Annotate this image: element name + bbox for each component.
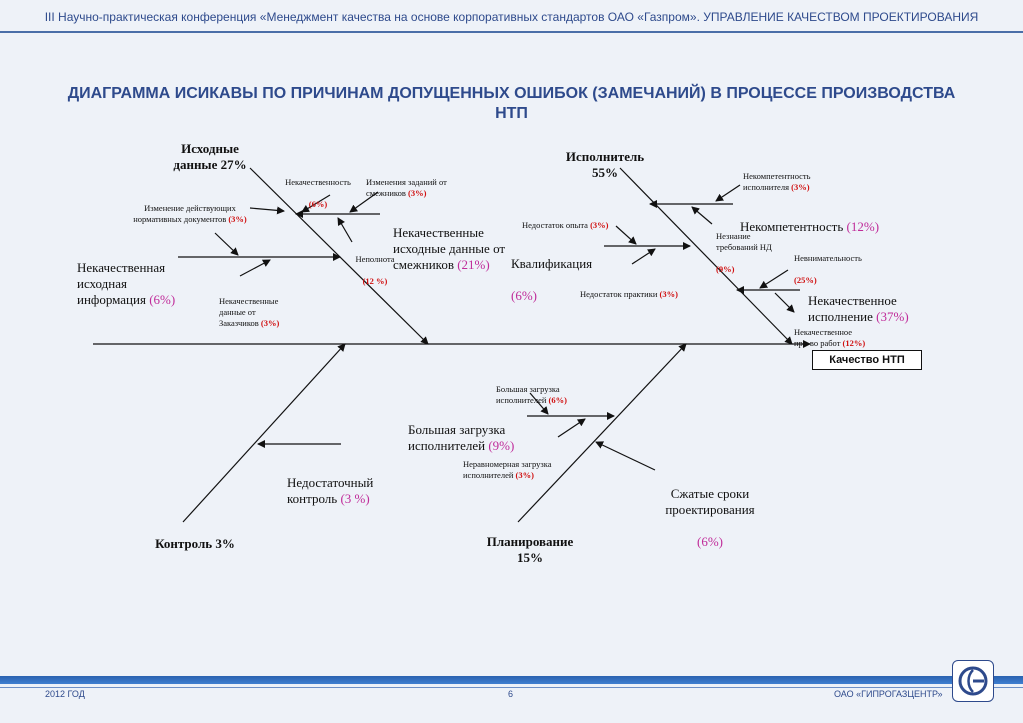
cause-percent: (12%) (842, 338, 866, 348)
cause-percent: (3%) (515, 470, 534, 480)
cause-label: Неравномерная загрузка исполнителей (463, 459, 552, 480)
cause-workload (408, 406, 514, 454)
cause-label: Сжатые сроки проектирования (665, 486, 755, 517)
cause-label: Недостаточный контроль (287, 475, 374, 506)
cause-percent: (3%) (791, 182, 810, 192)
cause-percent: (6%) (308, 199, 328, 209)
cause-poor-quality (278, 166, 358, 210)
cause-percent: (37%) (876, 309, 909, 324)
cause-percent: (25%) (794, 275, 817, 285)
cause-lack-practice (580, 278, 678, 300)
cause-label: Недостаток практики (580, 289, 658, 299)
arrow-incomplete (338, 218, 352, 242)
cause-label: Некомпетентность (740, 219, 844, 234)
company-logo (952, 660, 994, 702)
cause-label: Неполнота (355, 254, 395, 264)
cause-label: Некомпетентность исполнителя (743, 171, 811, 192)
footer-year: 2012 ГОД (45, 689, 85, 699)
cause-percent: (12%) (846, 219, 880, 234)
category-planning: Планирование 15% (486, 534, 574, 565)
cause-label: Незнание требований НД (716, 231, 772, 252)
category-input: Исходные данные 27% (173, 141, 247, 172)
cause-label: Большая загрузка исполнителей (496, 384, 560, 405)
cause-percent: (9%) (716, 264, 735, 274)
arrow-lack-experience (616, 226, 636, 244)
cause-label: Некачественная исходная информация (77, 260, 166, 307)
cause-label: Большая загрузка исполнителей (408, 422, 506, 453)
cause-label: Изменения заданий от смежников (366, 177, 447, 198)
footer-organization: ОАО «ГИПРОГАЗЦЕНТР» (834, 689, 943, 699)
arrow-poor-work (775, 293, 794, 312)
cause-workload-small (496, 373, 567, 406)
logo-icon (953, 661, 993, 701)
arrow-incompetence-small (716, 185, 740, 201)
cause-poor-info (77, 244, 175, 308)
conference-header: III Научно-практическая конференция «Менеджмент качества на основе корпоративных стандартов ОАО «Газпром». УПРАВЛЕНИЕ КАЧЕСТВОМ ПРОЕКТИРОВАНИЯ (44, 10, 979, 24)
cause-task-changes (366, 166, 447, 199)
diagram-title: ДИАГРАММА ИСИКАВЫ ПО ПРИЧИНАМ ДОПУЩЕННЫХ ОШИБОК (ЗАМЕЧАНИЙ) В ПРОЦЕССЕ ПРОИЗВОДСТВА НТП (67, 85, 956, 122)
cause-label: Некачественные данные от Заказчиков (219, 296, 279, 328)
arrow-poor-info-sub (215, 233, 238, 255)
result-quality-box: Качество НТП (812, 350, 922, 370)
cause-percent: (3%) (407, 188, 427, 198)
cause-percent: (3%) (228, 214, 247, 224)
cause-regs-change (120, 192, 260, 225)
cause-percent: (3 %) (340, 491, 370, 506)
cause-percent: (6%) (548, 395, 567, 405)
cause-label: Квалификация (511, 256, 593, 271)
cause-label: Недостаток опыта (522, 220, 588, 230)
arrow-customer-data (240, 260, 270, 276)
cause-label: Некачественное исполнение (808, 293, 897, 324)
footer-divider (0, 687, 1023, 688)
cause-label: Некачественное про-во работ (794, 327, 853, 348)
arrow-ignorance-nd (692, 207, 712, 224)
cause-percent: (9%) (488, 438, 515, 453)
category-executor: Исполнитель 55% (565, 149, 645, 180)
cause-tight-deadlines (655, 470, 765, 550)
cause-label: Некачественные исходные данные от смежников (393, 225, 506, 272)
cause-customer-data (219, 285, 279, 329)
cause-percent: (12 %) (362, 276, 388, 286)
cause-uneven (463, 448, 551, 481)
cause-related-data (393, 209, 518, 273)
cause-percent: (21%) (457, 257, 490, 272)
cause-percent: (3%) (590, 220, 609, 230)
category-control: Контроль 3% (155, 536, 235, 551)
footer-band (0, 676, 1023, 684)
cause-label: Изменение действующих нормативных документов (133, 203, 236, 224)
arrow-lack-practice (632, 249, 655, 264)
cause-ignorance-nd (716, 220, 772, 275)
cause-label: Некачественность (285, 177, 351, 187)
cause-percent: (6%) (149, 292, 176, 307)
page-number: 6 (508, 689, 514, 699)
arrow-uneven (558, 419, 585, 437)
arrow-tight-deadlines (596, 442, 655, 470)
cause-percent: (6%) (697, 534, 723, 549)
cause-label: Невнимательность (794, 253, 862, 263)
cause-percent: (3%) (260, 318, 280, 328)
cause-percent: (6%) (511, 288, 537, 303)
cause-incomplete (350, 243, 400, 287)
cause-insufficient-control (287, 459, 373, 507)
cause-lack-experience (522, 209, 608, 231)
cause-percent: (3%) (659, 289, 678, 299)
cause-incompetence-small (743, 160, 811, 193)
cause-poor-work (794, 316, 865, 349)
